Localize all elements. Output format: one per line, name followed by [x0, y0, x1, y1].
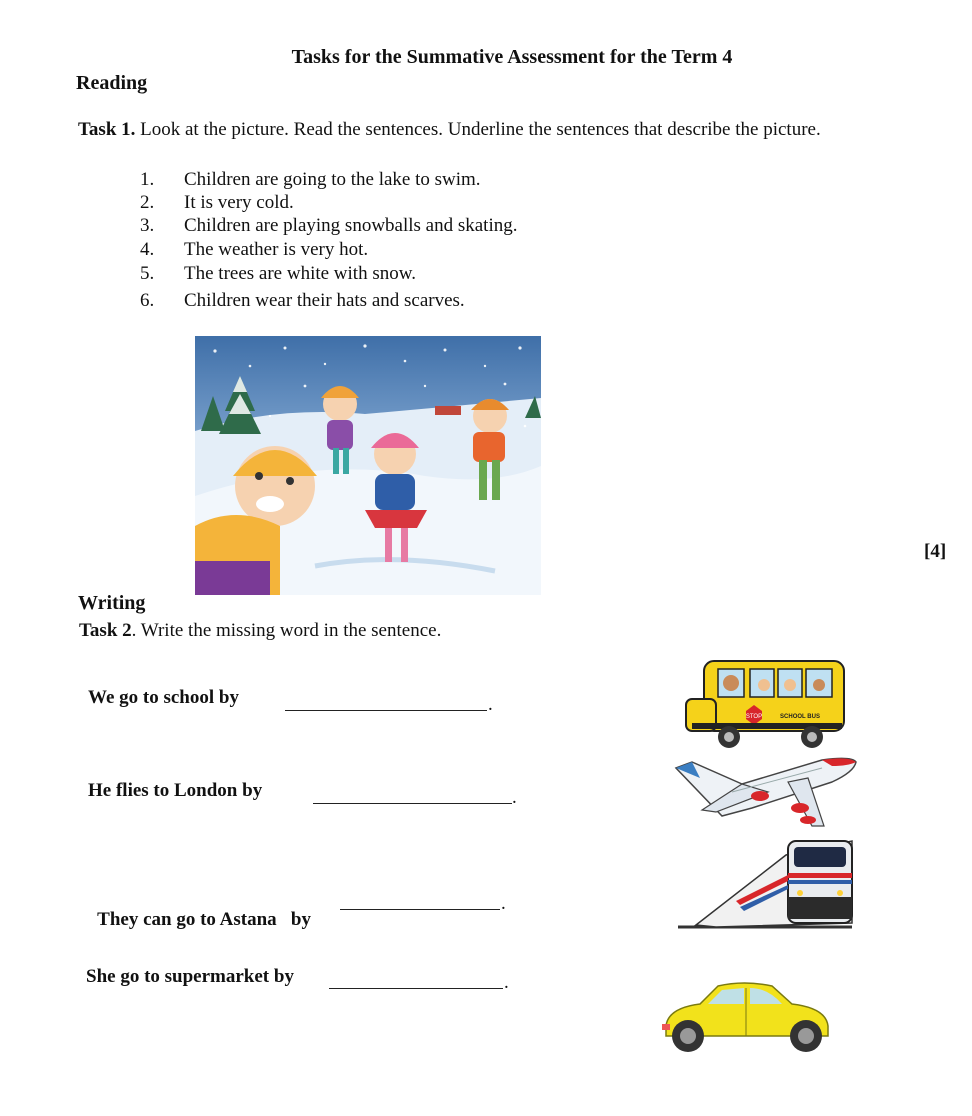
task2-instruction-line [79, 620, 441, 642]
sentence-item[interactable] [140, 168, 518, 192]
sentence-text: Children are playing snowballs and skating. [184, 215, 518, 236]
sentence-text: The weather is very hot. [184, 239, 369, 260]
sentence-item[interactable] [140, 214, 518, 238]
sentence-number: 2. [140, 192, 155, 213]
sentence-text: Children wear their hats and scarves. [184, 290, 465, 311]
fill-sentence-3 [88, 887, 311, 931]
train-icon [676, 835, 854, 931]
fill-sentence-text: They can go to Astana by [97, 909, 311, 930]
task1-score: [4] [924, 541, 947, 562]
fill-sentence-text: We go to school by [88, 687, 239, 708]
sentence-number: 5. [140, 263, 155, 284]
sentence-text: Children are going to the lake to swim. [184, 169, 481, 190]
writing-heading: Writing [78, 592, 146, 614]
bus-stop-sign-label: STOP [745, 714, 763, 720]
task1-instruction: Look at the picture. Read the sentences. Underline the sentences that describe the picture. [140, 119, 821, 140]
car-icon [660, 980, 832, 1058]
answer-blank-2[interactable] [313, 787, 512, 804]
sentence-end-period: . [488, 694, 493, 715]
sentence-number: 3. [140, 215, 155, 236]
task2-instruction: . Write the missing word in the sentence. [131, 620, 442, 641]
sentence-item[interactable] [140, 238, 518, 262]
fill-sentence-4 [86, 966, 294, 988]
answer-blank-1[interactable] [285, 694, 487, 711]
page-title: Tasks for the Summative Assessment for the Term 4 [291, 46, 733, 68]
fill-sentence-2 [88, 780, 262, 802]
sentence-end-period: . [512, 787, 517, 808]
answer-blank-4[interactable] [329, 972, 503, 989]
fill-sentence-text: She go to supermarket by [86, 966, 294, 987]
sentence-item[interactable] [140, 192, 518, 214]
sentence-text: It is very cold. [184, 192, 294, 213]
sentence-list [140, 168, 518, 313]
task1-label: Task 1. [78, 119, 136, 140]
task1-instruction-line [78, 119, 821, 141]
sentence-item[interactable] [140, 262, 518, 286]
sentence-item[interactable] [140, 289, 518, 313]
sentence-text: The trees are white with snow. [184, 263, 416, 284]
sentence-number: 1. [140, 169, 155, 190]
sentence-number: 6. [140, 290, 155, 311]
sentence-number: 4. [140, 239, 155, 260]
fill-sentence-text: He flies to London by [88, 780, 263, 801]
sentence-end-period: . [501, 893, 506, 914]
fill-sentence-1 [88, 687, 239, 709]
answer-blank-3[interactable] [340, 893, 500, 910]
task2-label: Task 2 [79, 620, 132, 641]
winter-scene-image [195, 336, 541, 595]
bus-side-label: SCHOOL BUS [780, 714, 820, 720]
airplane-icon [672, 752, 860, 834]
school-bus-icon [684, 657, 849, 750]
reading-heading: Reading [76, 72, 148, 94]
sentence-end-period: . [504, 972, 509, 993]
